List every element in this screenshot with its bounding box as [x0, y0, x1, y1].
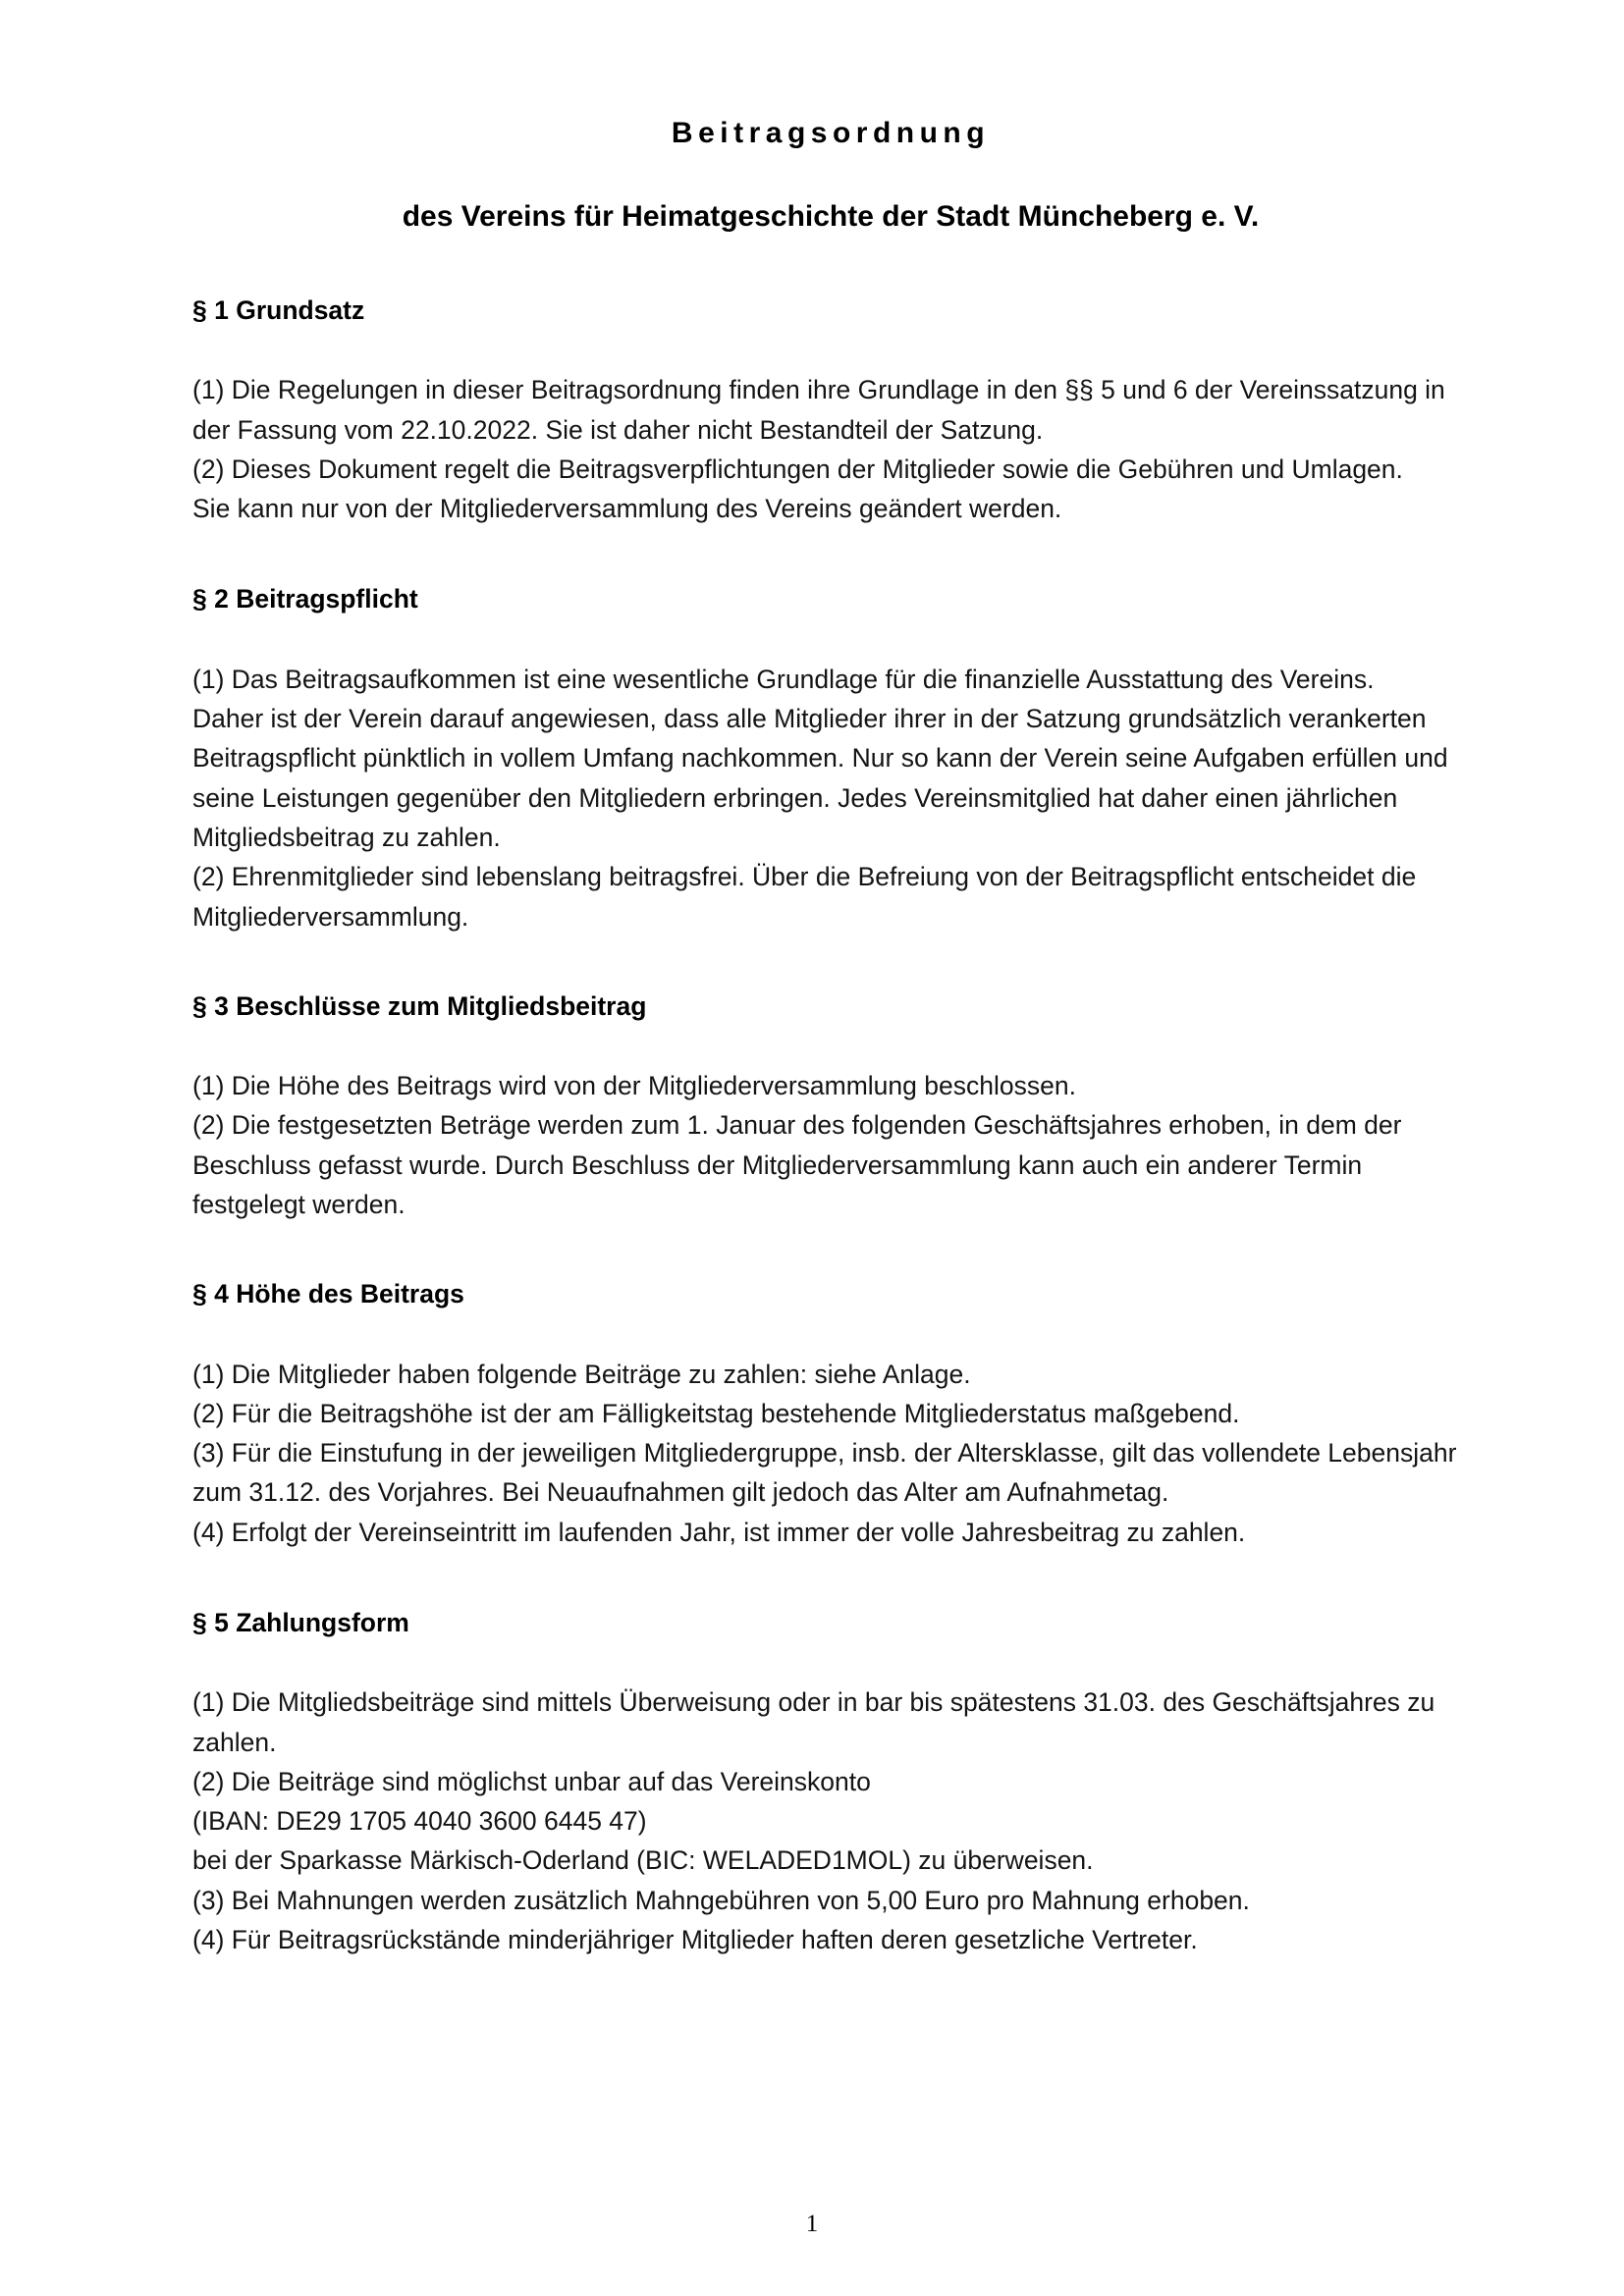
paragraph: (2) Die Beiträge sind möglichst unbar auf das Vereinskonto: [192, 1766, 871, 1796]
paragraph: (1) Die Regelungen in dieser Beitragsordnung finden ihre Grundlage in den §§ 5 und 6 der Vereinssatzung in der Fassung vom 22.10.2022. Sie ist daher nicht Bestandteil der Satzung.: [192, 375, 1445, 445]
paragraph: (2) Dieses Dokument regelt die Beitragsverpflichtungen der Mitglieder sowie die Gebühren und Umlagen.: [192, 454, 1403, 484]
paragraph: (3) Für die Einstufung in der jeweiligen Mitgliedergruppe, insb. der Altersklasse, gilt das vollendete Lebensjahr zum 31.12. des Vorjahres. Bei Neuaufnahmen gilt jedoch das Alter am Aufnahmetag.: [192, 1438, 1457, 1508]
spacer: [192, 1313, 1469, 1355]
paragraph: Daher ist der Verein darauf angewiesen, dass alle Mitglieder ihrer in der Satzung grundsätzlich verankerten Beitragspflicht pünktlich in vollem Umfang nachkommen. Nur so kann der Verein seine Aufgaben erfüllen und seine Leistungen gegenüber den Mitgliedern erbringen. Jedes Vereinsmitglied hat daher einen jährlichen Mitgliedsbeitrag zu zahlen.: [192, 704, 1448, 852]
section-zahlungsform: [192, 1604, 1469, 1959]
paragraph: (4) Für Beitragsrückstände minderjähriger Mitglieder haften deren gesetzliche Vertreter.: [192, 1925, 1198, 1955]
document-content: [192, 0, 1469, 1959]
spacer: [192, 618, 1469, 660]
section-hoehe-des-beitrags: [192, 1275, 1469, 1552]
section-heading: § 2 Beitragspflicht: [192, 584, 418, 614]
page-subtitle: des Vereins für Heimatgeschichte der Stadt Müncheberg e. V.: [402, 200, 1260, 233]
section-heading: § 5 Zahlungsform: [192, 1608, 409, 1637]
page-number: 1: [805, 2211, 819, 2237]
paragraph: (2) Die festgesetzten Beträge werden zum 1. Januar des folgenden Geschäftsjahres erhoben, in dem der Beschluss gefasst wurde. Durch Beschluss der Mitgliederversammlung kann auch ein anderer Termin festgelegt werden.: [192, 1110, 1402, 1219]
section-body: [192, 1066, 1469, 1224]
page-title: Beitragsordnung: [671, 117, 991, 149]
section-grundsatz: [192, 292, 1469, 528]
paragraph: (2) Ehrenmitglieder sind lebenslang beitragsfrei. Über die Befreiung von der Beitragspflicht entscheidet die Mitgliederversammlung.: [192, 862, 1417, 932]
spacer: [192, 1641, 1469, 1682]
iban-line: (IBAN: DE29 1705 4040 3600 6445 47): [192, 1806, 647, 1837]
paragraph: Sie kann nur von der Mitgliederversammlung des Vereins geändert werden.: [192, 494, 1062, 524]
paragraph: (1) Das Beitragsaufkommen ist eine wesentliche Grundlage für die finanzielle Ausstattung des Vereins.: [192, 664, 1375, 694]
paragraph: (2) Für die Beitragshöhe ist der am Fälligkeitstag bestehende Mitgliederstatus maßgebend.: [192, 1398, 1240, 1428]
section-body: [192, 1355, 1469, 1552]
spacer: [192, 329, 1469, 370]
paragraph: (3) Bei Mahnungen werden zusätzlich Mahngebühren von 5,00 Euro pro Mahnung erhoben.: [192, 1885, 1250, 1915]
section-beschluesse: [192, 988, 1469, 1224]
section-beitragspflicht: [192, 580, 1469, 935]
paragraph: (1) Die Mitgliedsbeiträge sind mittels Überweisung oder in bar bis spätestens 31.03. des Geschäftsjahres zu zahlen.: [192, 1687, 1435, 1757]
paragraph: (4) Erfolgt der Vereinseintritt im laufenden Jahr, ist immer der volle Jahresbeitrag zu zahlen.: [192, 1517, 1246, 1547]
section-heading: § 1 Grundsatz: [192, 295, 365, 325]
section-body: [192, 1682, 1469, 1959]
spacer: [192, 1025, 1469, 1066]
section-body: [192, 660, 1469, 936]
section-heading: § 3 Beschlüsse zum Mitgliedsbeitrag: [192, 990, 647, 1021]
paragraph: (1) Die Höhe des Beitrags wird von der Mitgliederversammlung beschlossen.: [192, 1071, 1076, 1101]
bank-bic-line: bei der Sparkasse Märkisch-Oderland (BIC: WELADED1MOL) zu überweisen.: [192, 1845, 1094, 1876]
section-body: [192, 370, 1469, 528]
section-heading: § 4 Höhe des Beitrags: [192, 1279, 464, 1309]
paragraph: (1) Die Mitglieder haben folgende Beiträge zu zahlen: siehe Anlage.: [192, 1359, 971, 1389]
